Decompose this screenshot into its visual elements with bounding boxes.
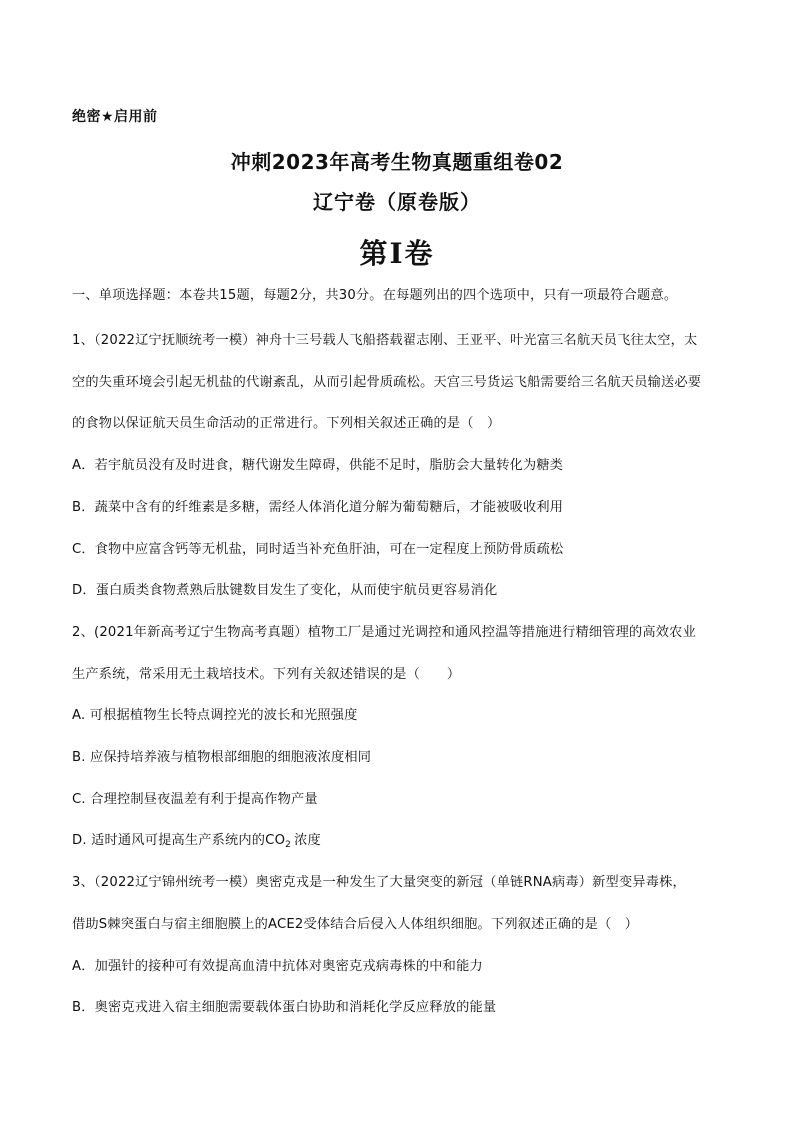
question-2-option-c: C. 合理控制昼夜温差有利于提高作物产量 [72,792,318,807]
question-1-option-a: A．若宇航员没有及时进食，糖代谢发生障碍，供能不足时，脂肪会大量转化为糖类 [72,458,564,473]
question-3-option-b: B．奥密克戎进入宿主细胞需要载体蛋白协助和消耗化学反应释放的能量 [72,1000,497,1015]
question-1-option-c: C．食物中应富含钙等无机盐，同时适当补充鱼肝油，可在一定程度上预防骨质疏松 [72,542,564,557]
question-2-stem-line: 生产系统，常采用无土栽培技术。下列有关叙述错误的是（ ） [72,667,461,682]
question-2-option-b: B. 应保持培养液与植物根部细胞的细胞液浓度相同 [72,750,372,765]
option-d-prefix: D. 适时通风可提高生产系统内的CO [72,833,286,848]
question-2-option-d [72,831,321,855]
paper-title: 冲刺2023年高考生物真题重组卷02 [230,150,564,174]
question-2-option-a: A. 可根据植物生长特点调控光的波长和光照强度 [72,708,358,723]
section-instruction: 一、单项选择题：本卷共15题，每题2分，共30分。在每题列出的四个选项中，只有一项最符合题意。 [72,288,678,303]
question-1-stem-line: 1、（2022辽宁抚顺统考一模）神舟十三号载人飞船搭载翟志刚、王亚平、叶光富三名航天员飞往太空，太 [72,333,698,348]
question-3-stem-line: 3、（2022辽宁锦州统考一模）奥密克戎是一种发生了大量突变的新冠（单链RNA病毒）新型变异毒株， [72,875,686,890]
paper-subtitle: 辽宁卷（原卷版） [313,190,481,214]
volume-heading: 第Ⅰ卷 [359,237,435,270]
question-3-option-a: A．加强针的接种可有效提高血清中抗体对奥密克戎病毒株的中和能力 [72,959,483,974]
question-1-stem-line: 的食物以保证航天员生命活动的正常进行。下列相关叙述正确的是（ ） [72,416,501,431]
question-2-stem-line: 2、(2021年新高考辽宁生物高考真题）植物工厂是通过光调控和通风控温等措施进行精细管理的高效农业 [72,625,696,640]
question-1-stem-line: 空的失重环境会引起无机盐的代谢紊乱，从而引起骨质疏松。天宫三号货运飞船需要给三名航天员输送必要 [72,375,702,390]
co2-subscript: 2 [285,840,292,850]
question-1-option-d: D．蛋白质类食物煮熟后肽键数目发生了变化，从而使宇航员更容易消化 [72,583,498,598]
secret-mark: 绝密★启用前 [72,109,158,125]
question-3-stem-line: 借助S棘突蛋白与宿主细胞膜上的ACE2受体结合后侵入人体组织细胞。下列叙述正确的是（ ） [72,917,639,932]
question-1-option-b: B．蔬菜中含有的纤维素是多糖，需经人体消化道分解为葡萄糖后，才能被吸收利用 [72,500,564,515]
option-d-suffix: 浓度 [294,833,321,848]
